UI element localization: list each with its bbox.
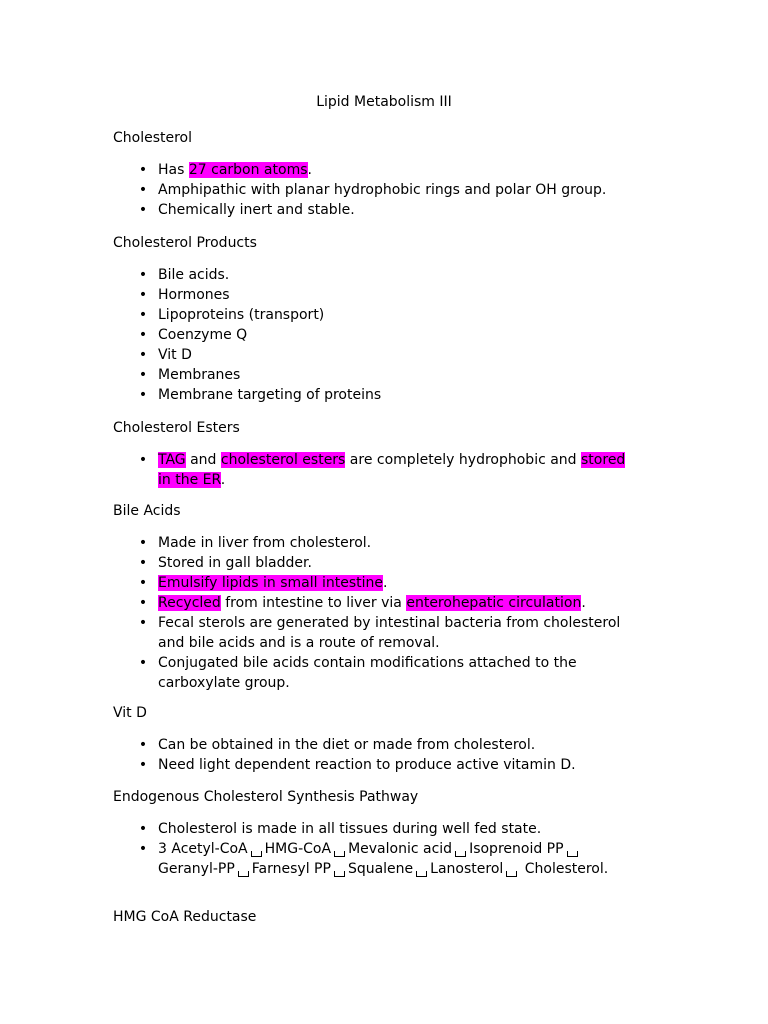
- highlight: Recycled: [158, 595, 221, 611]
- list-item: • Lipoproteins (transport): [0, 305, 628, 325]
- list-item: • Need light dependent reaction to produce active vitamin D.: [0, 755, 628, 775]
- pathway-step: Cholesterol.: [524, 861, 609, 877]
- list-item: • Hormones: [0, 285, 628, 305]
- list-item: [0, 839, 628, 879]
- bullet-icon: •: [138, 757, 148, 773]
- arrow-icon: [334, 871, 345, 877]
- bullet-icon: •: [138, 287, 148, 303]
- arrow-icon: [334, 851, 345, 857]
- bullet-icon: •: [138, 267, 148, 283]
- highlight: Emulsify lipids in small intestine: [158, 575, 384, 591]
- list-item: • Coenzyme Q: [0, 325, 628, 345]
- bullet-icon: •: [138, 535, 148, 551]
- arrow-icon: [455, 851, 466, 857]
- arrow-icon: [238, 871, 249, 877]
- bullet-icon: •: [138, 327, 148, 343]
- bullet-icon: •: [138, 655, 148, 671]
- heading-synthesis-pathway: Endogenous Cholesterol Synthesis Pathway: [113, 789, 419, 805]
- document-title: Lipid Metabolism III: [316, 94, 452, 110]
- pathway-step: Squalene: [347, 861, 414, 877]
- list-item: • Membranes: [0, 365, 628, 385]
- list-item: • Has 27 carbon atoms.: [0, 160, 628, 180]
- bullet-icon: •: [138, 575, 148, 591]
- heading-vit-d: Vit D: [113, 705, 147, 721]
- highlight: enterohepatic circulation: [406, 595, 582, 611]
- heading-cholesterol-esters: Cholesterol Esters: [113, 420, 240, 436]
- list-bile-acids: [0, 533, 768, 693]
- pathway-step: 3 Acetyl-CoA: [158, 841, 248, 857]
- bullet-icon: •: [138, 202, 148, 218]
- highlight: stored in the ER: [158, 452, 626, 488]
- list-item: • Cholesterol is made in all tissues during well fed state.: [0, 819, 628, 839]
- bullet-icon: •: [138, 162, 148, 178]
- list-item: • Emulsify lipids in small intestine.: [0, 573, 628, 593]
- bullet-icon: •: [138, 615, 148, 631]
- bullet-icon: •: [138, 347, 148, 363]
- bullet-icon: •: [138, 367, 148, 383]
- list-item: • Can be obtained in the diet or made from cholesterol.: [0, 735, 628, 755]
- bullet-icon: •: [138, 387, 148, 403]
- bullet-icon: •: [138, 307, 148, 323]
- list-item: • Fecal sterols are generated by intestinal bacteria from cholesterol and bile acids and is a route of removal.: [0, 613, 628, 653]
- list-item: • Amphipathic with planar hydrophobic rings and polar OH group.: [0, 180, 628, 200]
- bullet-icon: •: [138, 595, 148, 611]
- arrow-icon: [567, 851, 578, 857]
- heading-cholesterol-products: Cholesterol Products: [113, 235, 257, 251]
- list-cholesterol-esters: [0, 450, 768, 490]
- arrow-icon: [416, 871, 427, 877]
- heading-bile-acids: Bile Acids: [113, 503, 181, 519]
- list-item: • TAG and cholesterol esters are completely hydrophobic and stored in the ER.: [0, 450, 628, 490]
- pathway-step: Isoprenoid PP: [469, 841, 564, 857]
- pathway-step: Farnesyl PP: [251, 861, 331, 877]
- arrow-icon: [251, 851, 262, 857]
- list-item: • Bile acids.: [0, 265, 628, 285]
- heading-hmg-coa-reductase: HMG CoA Reductase: [113, 909, 257, 925]
- list-item: • Conjugated bile acids contain modifications attached to the carboxylate group.: [0, 653, 628, 693]
- list-item: • Recycled from intestine to liver via enterohepatic circulation.: [0, 593, 628, 613]
- list-item: • Vit D: [0, 345, 628, 365]
- list-item: • Chemically inert and stable.: [0, 200, 628, 220]
- arrow-icon: [506, 871, 517, 877]
- list-synthesis-pathway: [0, 819, 768, 879]
- bullet-icon: •: [138, 841, 148, 857]
- list-item: • Membrane targeting of proteins: [0, 385, 628, 405]
- pathway-step: HMG-CoA: [264, 841, 332, 857]
- list-item: • Made in liver from cholesterol.: [0, 533, 628, 553]
- heading-cholesterol: Cholesterol: [113, 130, 193, 146]
- bullet-icon: •: [138, 737, 148, 753]
- bullet-icon: •: [138, 555, 148, 571]
- highlight: cholesterol esters: [220, 452, 346, 468]
- pathway-step: Lanosterol: [430, 861, 504, 877]
- bullet-icon: •: [138, 182, 148, 198]
- bullet-icon: •: [138, 452, 148, 468]
- bullet-icon: •: [138, 821, 148, 837]
- list-item: • Stored in gall bladder.: [0, 553, 628, 573]
- highlight: TAG: [158, 452, 186, 468]
- list-cholesterol-products: [0, 265, 768, 405]
- highlight: 27 carbon atoms: [188, 162, 308, 178]
- list-cholesterol: [0, 160, 768, 220]
- list-vit-d: [0, 735, 768, 775]
- pathway-step: Mevalonic acid: [348, 841, 453, 857]
- pathway-step: Geranyl-PP: [158, 861, 235, 877]
